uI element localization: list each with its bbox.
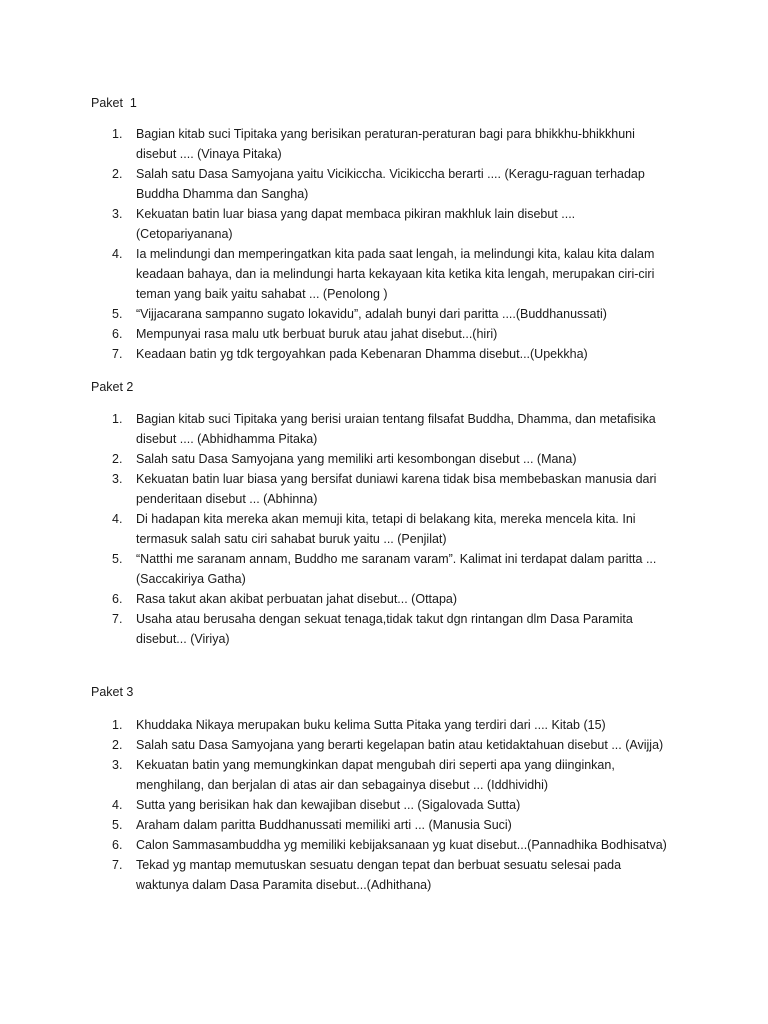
- question-item: [0, 409, 768, 449]
- question-number: 4.: [112, 247, 123, 261]
- question-number: 4.: [112, 512, 123, 526]
- question-text: Ia melindungi dan memperingatkan kita pada saat lengah, ia melindungi kita, kalau kita dalam keadaan bahaya, dan ia melindungi harta kekayaan kita ketika kita lengah, merupakan ciri-ciri teman yang baik yaitu sahabat ... (Penolong ): [136, 247, 655, 301]
- question-number: 6.: [112, 838, 123, 852]
- question-text: Sutta yang berisikan hak dan kewajiban disebut ... (Sigalovada Sutta): [136, 798, 521, 812]
- question-text: Tekad yg mantap memutuskan sesuatu dengan tepat dan berbuat sesuatu selesai pada waktunya dalam Dasa Paramita disebut...(Adhithana): [136, 858, 622, 892]
- question-number: 4.: [112, 798, 123, 812]
- question-text: Khuddaka Nikaya merupakan buku kelima Sutta Pitaka yang terdiri dari .... Kitab (15): [136, 718, 606, 732]
- question-item: [0, 244, 768, 304]
- question-number: 3.: [112, 758, 123, 772]
- question-number: 7.: [112, 347, 123, 361]
- question-text: “Vijjacarana sampanno sugato lokavidu”, adalah bunyi dari paritta ....(Buddhanussati): [136, 307, 607, 321]
- question-text: Kekuatan batin yang memungkinkan dapat mengubah diri seperti apa yang diinginkan, menghilang, dan berjalan di atas air dan sebagainya disebut ... (Iddhividhi): [136, 758, 615, 792]
- question-item: [0, 735, 768, 755]
- question-number: 2.: [112, 452, 123, 466]
- question-text: Rasa takut akan akibat perbuatan jahat disebut... (Ottapa): [136, 592, 458, 606]
- question-item: [0, 204, 768, 244]
- question-text: Mempunyai rasa malu utk berbuat buruk atau jahat disebut...(hiri): [136, 327, 498, 341]
- question-number: 6.: [112, 592, 123, 606]
- question-number: 3.: [112, 472, 123, 486]
- question-text: Araham dalam paritta Buddhanussati memiliki arti ... (Manusia Suci): [136, 818, 512, 832]
- question-number: 1.: [112, 127, 123, 141]
- question-item: [0, 509, 768, 549]
- question-item: [0, 855, 768, 895]
- question-list-paket-1: [0, 124, 768, 364]
- question-item: [0, 815, 768, 835]
- question-text: Keadaan batin yg tdk tergoyahkan pada Kebenaran Dhamma disebut...(Upekkha): [136, 347, 588, 361]
- section-title-paket-2: Paket 2: [91, 380, 134, 394]
- question-number: 5.: [112, 552, 123, 566]
- question-text: Kekuatan batin luar biasa yang bersifat duniawi karena tidak bisa membebaskan manusia dari penderitaan disebut ... (Abhinna): [136, 472, 657, 506]
- question-item: [0, 755, 768, 795]
- section-title-paket-3: Paket 3: [91, 685, 134, 699]
- question-item: [0, 469, 768, 509]
- question-item: [0, 609, 768, 649]
- question-number: 5.: [112, 818, 123, 832]
- question-number: 5.: [112, 307, 123, 321]
- question-text: Calon Sammasambuddha yg memiliki kebijaksanaan yg kuat disebut...(Pannadhika Bodhisatva): [136, 838, 667, 852]
- question-item: [0, 835, 768, 855]
- question-item: [0, 715, 768, 735]
- question-item: [0, 304, 768, 324]
- question-text: Bagian kitab suci Tipitaka yang berisikan peraturan-peraturan bagi para bhikkhu-bhikkhuni disebut .... (Vinaya Pitaka): [136, 127, 635, 161]
- question-number: 2.: [112, 167, 123, 181]
- question-number: 1.: [112, 412, 123, 426]
- question-item: [0, 164, 768, 204]
- question-number: 3.: [112, 207, 123, 221]
- question-number: 6.: [112, 327, 123, 341]
- question-item: [0, 124, 768, 164]
- question-number: 7.: [112, 858, 123, 872]
- question-text: Usaha atau berusaha dengan sekuat tenaga,tidak takut dgn rintangan dlm Dasa Paramita disebut... (Viriya): [136, 612, 633, 646]
- question-text: Bagian kitab suci Tipitaka yang berisi uraian tentang filsafat Buddha, Dhamma, dan metafisika disebut .... (Abhidhamma Pitaka): [136, 412, 656, 446]
- question-text: Salah satu Dasa Samyojana yang berarti kegelapan batin atau ketidaktahuan disebut ... (Avijja): [136, 738, 664, 752]
- question-item: [0, 549, 768, 589]
- question-text: Kekuatan batin luar biasa yang dapat membaca pikiran makhluk lain disebut .... (Cetopariyanana): [136, 207, 576, 241]
- question-number: 1.: [112, 718, 123, 732]
- question-text: Salah satu Dasa Samyojana yang memiliki arti kesombongan disebut ... (Mana): [136, 452, 577, 466]
- question-text: Salah satu Dasa Samyojana yaitu Vicikiccha. Vicikiccha berarti .... (Keragu-raguan terhadap Buddha Dhamma dan Sangha): [136, 167, 645, 201]
- question-text: “Natthi me saranam annam, Buddho me saranam varam”. Kalimat ini terdapat dalam paritta ... (Saccakiriya Gatha): [136, 552, 657, 586]
- question-item: [0, 589, 768, 609]
- section-title-paket-1: Paket 1: [91, 96, 137, 110]
- question-list-paket-3: [0, 715, 768, 895]
- question-item: [0, 449, 768, 469]
- question-text: Di hadapan kita mereka akan memuji kita, tetapi di belakang kita, mereka mencela kita. Ini termasuk salah satu ciri sahabat buruk yaitu ... (Penjilat): [136, 512, 636, 546]
- question-item: [0, 324, 768, 344]
- question-item: [0, 344, 768, 364]
- question-item: [0, 795, 768, 815]
- question-number: 2.: [112, 738, 123, 752]
- question-number: 7.: [112, 612, 123, 626]
- question-list-paket-2: [0, 409, 768, 649]
